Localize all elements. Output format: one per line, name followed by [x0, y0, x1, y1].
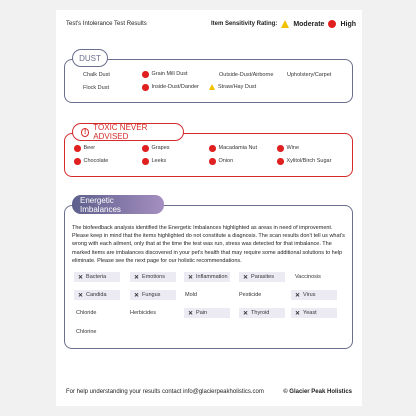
item-label: Outside-Dust/Airborne [219, 72, 274, 78]
moderate-label: Moderate [293, 20, 325, 28]
red-dot-icon [74, 158, 81, 165]
item-label: Chlorine [76, 329, 97, 335]
item-label: Candida [86, 292, 107, 298]
imbalance-item [72, 327, 100, 337]
x-mark-icon: ✕ [134, 274, 140, 281]
item-label: Vaccinosis [295, 274, 321, 280]
item-label: Pesticide [239, 292, 262, 298]
toxic-section-title [72, 123, 184, 141]
dust-item [287, 72, 331, 78]
imbalance-item [130, 290, 176, 300]
item-label: Straw/Hay Dust [218, 84, 257, 90]
page-footer [66, 389, 352, 395]
imbalance-item [184, 308, 230, 318]
brand-name: © Glacier Peak Holistics [283, 389, 352, 395]
red-dot-icon [328, 20, 336, 28]
item-label: Emotions [142, 274, 165, 280]
red-dot-icon [142, 71, 149, 78]
dust-item [83, 85, 109, 91]
item-label: Herbicides [130, 310, 156, 316]
dust-item [219, 72, 273, 78]
red-dot-icon [142, 158, 149, 165]
toxic-item [209, 145, 257, 152]
item-label: Xylitol/Birch Sugar [286, 158, 332, 165]
dust-item [83, 72, 110, 78]
item-label: Grain Mill Dust [151, 71, 188, 78]
toxic-item [74, 158, 108, 165]
help-text: For help understanding your results contact info@glacierpeakholistics.com [66, 389, 264, 395]
toxic-item [142, 158, 166, 165]
item-label: Upholstery/Carpet [287, 72, 332, 78]
x-mark-icon: ✕ [243, 310, 249, 317]
item-label: Onion [218, 158, 234, 165]
imbalance-item [184, 272, 230, 282]
toxic-item [209, 158, 233, 165]
item-label: Virus [303, 292, 316, 298]
warning-triangle-icon [281, 20, 289, 28]
item-label: Pain [196, 310, 208, 316]
item-label: Grapes [151, 145, 170, 152]
item-label: Beer [83, 145, 96, 152]
toxic-item [142, 145, 170, 152]
red-dot-icon [277, 145, 284, 152]
red-dot-icon [209, 145, 216, 152]
item-label: Fungus [142, 292, 161, 298]
item-label: Inflammation [196, 274, 228, 280]
imbalance-item [239, 272, 285, 282]
sensitivity-legend [211, 20, 356, 28]
dust-item [209, 84, 256, 90]
item-label: Bacteria [86, 274, 107, 280]
item-label: Yeast [303, 310, 317, 316]
energetic-description: The biofeedback analysis identified the Energetic Imbalances highlighted as areas in need of improvement. Please keep in mind that the items highlighted do not constitute a diagnosis. The scan results don't tell us what's wrong with each ailment, only that at the time the test was run, stress was detected for that imbalance. The marked items are imbalances discovered in your pet's health that may require some additional solutions to help eliminate. Please see the next page for our holistic recommendations. [72, 225, 345, 264]
item-label: Flock Dust [83, 85, 109, 91]
x-mark-icon: ✕ [134, 292, 140, 299]
x-mark-icon: ✕ [243, 274, 249, 281]
report-header [66, 20, 356, 30]
x-mark-icon: ✕ [188, 310, 194, 317]
x-mark-icon: ✕ [295, 310, 301, 317]
exclamation-icon: ! [81, 128, 89, 137]
dust-item [142, 84, 199, 91]
toxic-item [74, 145, 95, 152]
red-dot-icon [74, 145, 81, 152]
item-label: Leeks [151, 158, 167, 165]
imbalance-item [74, 272, 120, 282]
imbalance-item [235, 290, 265, 300]
imbalance-item [291, 290, 337, 300]
item-label: Chocolate [83, 158, 109, 165]
imbalance-item [291, 308, 337, 318]
imbalance-item [130, 272, 176, 282]
toxic-item [277, 145, 299, 152]
red-dot-icon [142, 84, 149, 91]
high-label: High [340, 20, 356, 28]
energetic-section-title: Energetic Imbalances [72, 195, 164, 214]
dust-item [142, 71, 188, 78]
dust-section-title: DUST [72, 49, 108, 67]
imbalance-item [126, 308, 160, 318]
x-mark-icon: ✕ [78, 292, 84, 299]
item-label: Mold [185, 292, 197, 298]
item-label: Chloride [76, 310, 97, 316]
item-label: Wine [286, 145, 300, 152]
imbalance-item [291, 272, 325, 282]
red-dot-icon [142, 145, 149, 152]
imbalance-item [72, 308, 100, 318]
report-title: Test's Intolerance Test Results [66, 21, 147, 27]
item-label: Chalk Dust [83, 72, 110, 78]
imbalance-item [181, 290, 201, 300]
item-label: Thyroid [251, 310, 270, 316]
item-label: Macadamia Nut [218, 145, 258, 152]
imbalance-item [74, 290, 120, 300]
red-dot-icon [277, 158, 284, 165]
x-mark-icon: ✕ [188, 274, 194, 281]
red-dot-icon [209, 158, 216, 165]
x-mark-icon: ✕ [295, 292, 301, 299]
imbalance-item [239, 308, 285, 318]
item-label: Parasites [251, 274, 274, 280]
item-label: Inside-Dust/Dander [151, 84, 199, 91]
warning-triangle-icon [209, 84, 215, 90]
dust-section [64, 59, 353, 103]
rating-label: Item Sensitivity Rating: [210, 21, 278, 27]
x-mark-icon: ✕ [78, 274, 84, 281]
toxic-item [277, 158, 331, 165]
toxic-title-text: TOXIC NEVER ADVISED [93, 123, 148, 141]
